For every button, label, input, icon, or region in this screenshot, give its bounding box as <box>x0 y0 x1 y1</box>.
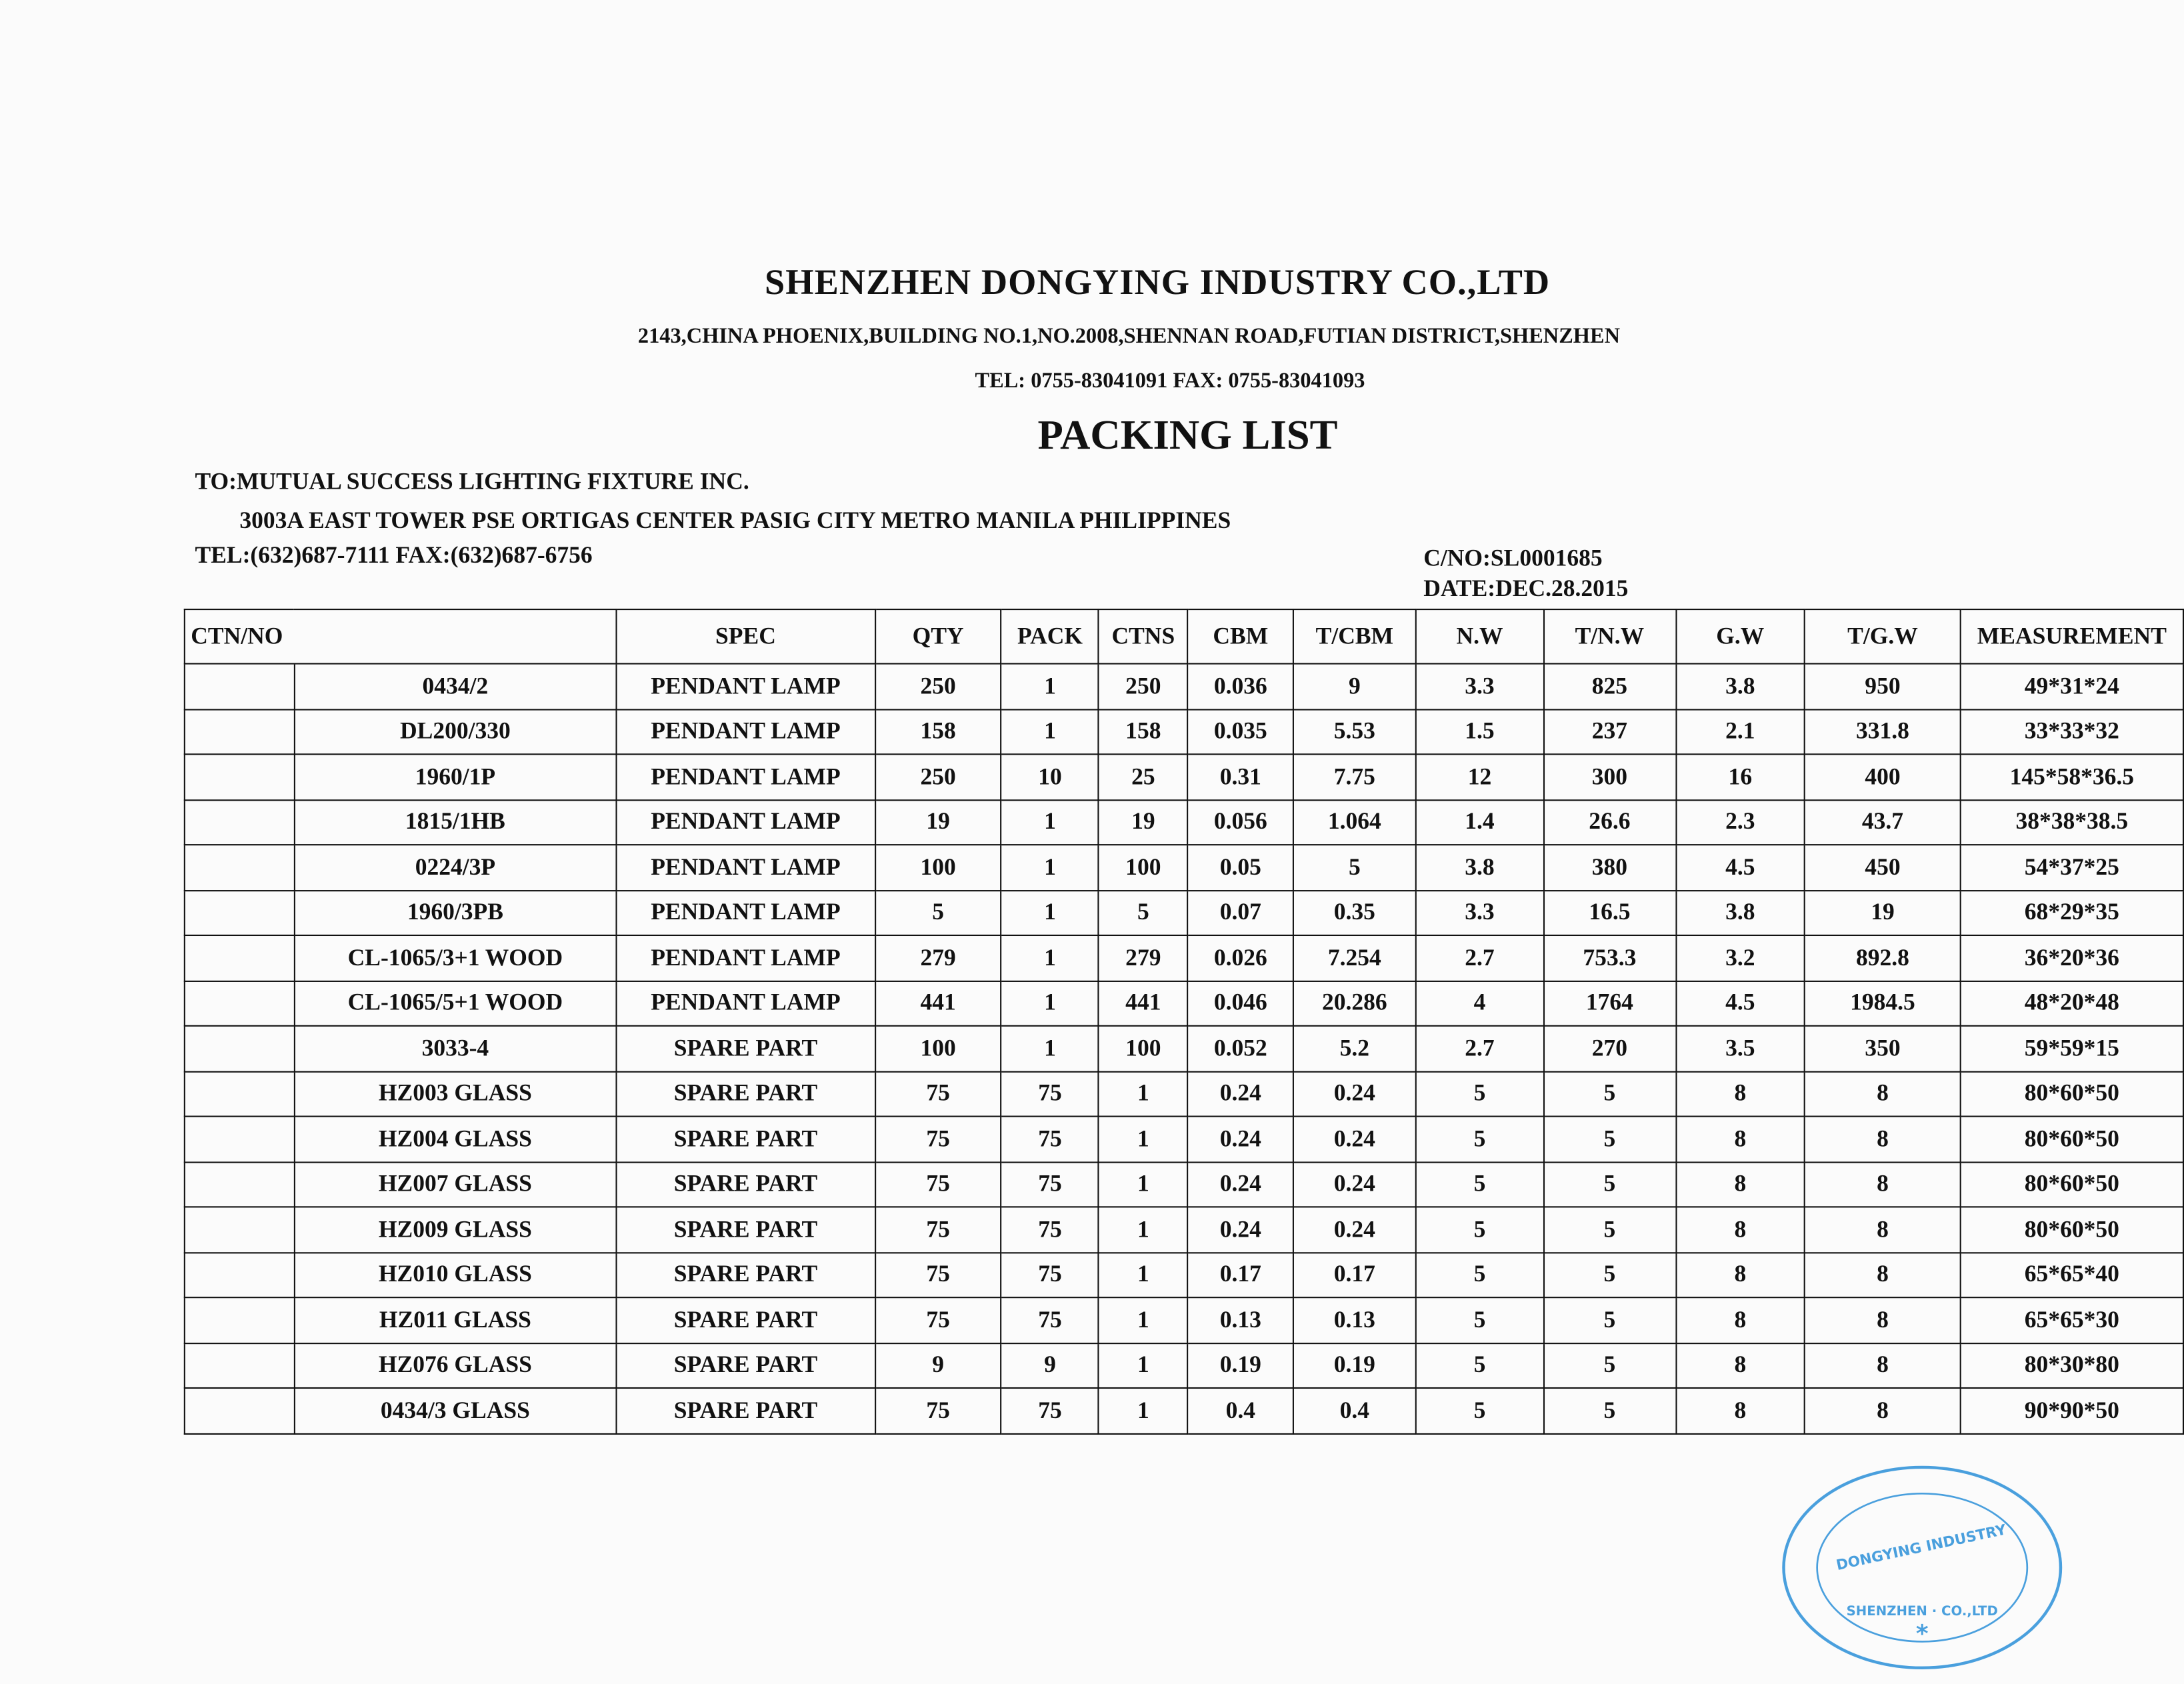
table-cell: PENDANT LAMP <box>617 845 875 890</box>
table-cell: SPARE PART <box>617 1252 875 1297</box>
table-cell: 1984.5 <box>1805 981 1960 1026</box>
table-cell: PENDANT LAMP <box>617 799 875 845</box>
table-cell: 3.5 <box>1675 1026 1805 1071</box>
table-cell: HZ004 GLASS <box>294 1117 616 1162</box>
table-cell: 0434/3 GLASS <box>294 1388 616 1433</box>
table-cell: HZ007 GLASS <box>294 1161 616 1207</box>
table-cell: 331.8 <box>1805 709 1960 754</box>
table-cell: 68*29*35 <box>1961 890 2183 935</box>
table-cell: 5 <box>1543 1388 1675 1433</box>
table-cell: 49*31*24 <box>1961 664 2183 709</box>
table-cell: CL-1065/5+1 WOOD <box>294 981 616 1026</box>
table-cell: 75 <box>875 1071 1001 1117</box>
table-cell: 0.19 <box>1293 1343 1416 1388</box>
table-cell: 1 <box>1001 935 1099 981</box>
table-cell: 950 <box>1805 664 1960 709</box>
table-cell: 19 <box>1805 890 1960 935</box>
table-cell: 2.1 <box>1675 709 1805 754</box>
table-row <box>185 754 2183 799</box>
table-cell: 7.75 <box>1293 754 1416 799</box>
column-header: PACK <box>1001 609 1099 663</box>
table-cell: 0.24 <box>1188 1207 1293 1252</box>
table-cell: 300 <box>1543 754 1675 799</box>
table-row <box>185 1026 2183 1071</box>
table-cell: 1815/1HB <box>294 799 616 845</box>
table-cell: 1764 <box>1543 981 1675 1026</box>
table-cell: 0.24 <box>1293 1161 1416 1207</box>
table-cell: 237 <box>1543 709 1675 754</box>
table-cell: 0.035 <box>1188 709 1293 754</box>
table-cell: 1960/3PB <box>294 890 616 935</box>
column-header: MEASUREMENT <box>1961 609 2183 663</box>
table-cell: 2.7 <box>1416 1026 1544 1071</box>
table-cell: HZ009 GLASS <box>294 1207 616 1252</box>
table-cell: 1.064 <box>1293 799 1416 845</box>
table-cell: HZ003 GLASS <box>294 1071 616 1117</box>
table-cell: 8 <box>1675 1252 1805 1297</box>
table-cell: 0.046 <box>1188 981 1293 1026</box>
table-cell: 5 <box>1416 1071 1544 1117</box>
ctn-number-cell <box>185 1297 294 1343</box>
table-cell: 5 <box>1543 1071 1675 1117</box>
table-header <box>185 609 2183 663</box>
table-cell: 100 <box>875 1026 1001 1071</box>
table-row <box>185 1071 2183 1117</box>
table-cell: 75 <box>1001 1388 1099 1433</box>
table-cell: 43.7 <box>1805 799 1960 845</box>
table-cell: 0.056 <box>1188 799 1293 845</box>
table-cell: 0.19 <box>1188 1343 1293 1388</box>
table-cell: 0.05 <box>1188 845 1293 890</box>
table-cell: 33*33*32 <box>1961 709 2183 754</box>
table-row <box>185 845 2183 890</box>
table-cell: 5 <box>1543 1297 1675 1343</box>
table-cell: 25 <box>1099 754 1188 799</box>
ctn-number-cell <box>185 1161 294 1207</box>
table-cell: 100 <box>1099 845 1188 890</box>
table-cell: 20.286 <box>1293 981 1416 1026</box>
ctn-number-cell <box>185 935 294 981</box>
table-cell: 0.4 <box>1188 1388 1293 1433</box>
table-cell: 1 <box>1099 1297 1188 1343</box>
table-cell: 9 <box>875 1343 1001 1388</box>
table-cell: 825 <box>1543 664 1675 709</box>
table-cell: 158 <box>875 709 1001 754</box>
table-row <box>185 1252 2183 1297</box>
table-cell: 75 <box>1001 1117 1099 1162</box>
table-cell: SPARE PART <box>617 1297 875 1343</box>
table-cell: 0.24 <box>1293 1071 1416 1117</box>
ctn-number-cell <box>185 1207 294 1252</box>
svg-text:DONGYING INDUSTRY: DONGYING INDUSTRY <box>1835 1521 2008 1574</box>
table-row <box>185 1343 2183 1388</box>
table-cell: 5 <box>1543 1343 1675 1388</box>
table-cell: 3.3 <box>1416 890 1544 935</box>
table-cell: 5 <box>1416 1252 1544 1297</box>
table-row <box>185 1388 2183 1433</box>
table-cell: 1 <box>1099 1117 1188 1162</box>
container-number: C/NO:SL0001685 <box>1423 544 1603 571</box>
table-row <box>185 664 2183 709</box>
table-cell: 80*60*50 <box>1961 1161 2183 1207</box>
table-cell: 75 <box>875 1207 1001 1252</box>
table-cell: 1 <box>1001 664 1099 709</box>
table-cell: 3.2 <box>1675 935 1805 981</box>
table-cell: 0.026 <box>1188 935 1293 981</box>
company-address: 2143,CHINA PHOENIX,BUILDING NO.1,NO.2008,SHENNAN ROAD,FUTIAN DISTRICT,SHENZHEN <box>637 324 1620 349</box>
table-cell: 0.4 <box>1293 1388 1416 1433</box>
table-cell: 450 <box>1805 845 1960 890</box>
consignee-contact: TEL:(632)687-7111 FAX:(632)687-6756 <box>195 541 593 569</box>
table-cell: HZ010 GLASS <box>294 1252 616 1297</box>
table-cell: 270 <box>1543 1026 1675 1071</box>
table-cell: 0.036 <box>1188 664 1293 709</box>
table-cell: 75 <box>1001 1252 1099 1297</box>
column-header: N.W <box>1416 609 1544 663</box>
table-cell: 5 <box>1416 1343 1544 1388</box>
table-cell: 1.4 <box>1416 799 1544 845</box>
table-cell: PENDANT LAMP <box>617 709 875 754</box>
table-cell: 9 <box>1293 664 1416 709</box>
table-cell: 0224/3P <box>294 845 616 890</box>
ctn-number-cell <box>185 709 294 754</box>
table-cell: 0434/2 <box>294 664 616 709</box>
table-cell: PENDANT LAMP <box>617 935 875 981</box>
table-cell: 8 <box>1675 1207 1805 1252</box>
table-cell: 753.3 <box>1543 935 1675 981</box>
table-row <box>185 1297 2183 1343</box>
column-header: QTY <box>875 609 1001 663</box>
table-cell: SPARE PART <box>617 1026 875 1071</box>
table-cell: 8 <box>1675 1071 1805 1117</box>
table-cell: 8 <box>1805 1071 1960 1117</box>
table-cell: 54*37*25 <box>1961 845 2183 890</box>
table-cell: 5 <box>1416 1388 1544 1433</box>
table-cell: 80*30*80 <box>1961 1343 2183 1388</box>
ctn-number-cell <box>185 1252 294 1297</box>
table-cell: 65*65*30 <box>1961 1297 2183 1343</box>
table-cell: 5 <box>1543 1207 1675 1252</box>
table-cell: 4.5 <box>1675 981 1805 1026</box>
company-name: SHENZHEN DONGYING INDUSTRY CO.,LTD <box>765 261 1551 303</box>
table-cell: 5.53 <box>1293 709 1416 754</box>
table-cell: 75 <box>875 1161 1001 1207</box>
table-cell: SPARE PART <box>617 1161 875 1207</box>
table-cell: 3033-4 <box>294 1026 616 1071</box>
table-cell: SPARE PART <box>617 1071 875 1117</box>
column-header: T/G.W <box>1805 609 1960 663</box>
table-cell: 59*59*15 <box>1961 1026 2183 1071</box>
table-cell: 8 <box>1805 1161 1960 1207</box>
table-cell: 1 <box>1099 1252 1188 1297</box>
ctn-number-cell <box>185 664 294 709</box>
table-cell: 48*20*48 <box>1961 981 2183 1026</box>
table-row <box>185 1161 2183 1207</box>
table-cell: 145*58*36.5 <box>1961 754 2183 799</box>
table-cell: 0.24 <box>1188 1071 1293 1117</box>
table-cell: 75 <box>1001 1161 1099 1207</box>
table-cell: 0.07 <box>1188 890 1293 935</box>
ctn-number-cell <box>185 1071 294 1117</box>
table-row <box>185 1117 2183 1162</box>
table-cell: 75 <box>1001 1207 1099 1252</box>
table-row <box>185 981 2183 1026</box>
table-cell: 100 <box>875 845 1001 890</box>
table-row <box>185 709 2183 754</box>
table-cell: 80*60*50 <box>1961 1071 2183 1117</box>
table-cell: 1 <box>1001 890 1099 935</box>
table-cell: 380 <box>1543 845 1675 890</box>
table-cell: 441 <box>875 981 1001 1026</box>
table-cell: 0.17 <box>1293 1252 1416 1297</box>
table-cell: 1.5 <box>1416 709 1544 754</box>
document-date: DATE:DEC.28.2015 <box>1423 575 1629 602</box>
table-cell: 5 <box>875 890 1001 935</box>
table-cell: 7.254 <box>1293 935 1416 981</box>
table-cell: 8 <box>1805 1117 1960 1162</box>
table-cell: 2.7 <box>1416 935 1544 981</box>
table-cell: 75 <box>875 1297 1001 1343</box>
table-cell: 9 <box>1001 1343 1099 1388</box>
table-cell: 2.3 <box>1675 799 1805 845</box>
packing-table <box>184 609 2184 1434</box>
table-cell: 8 <box>1675 1117 1805 1162</box>
table-cell: 8 <box>1675 1343 1805 1388</box>
table-cell: 0.13 <box>1188 1297 1293 1343</box>
table-cell: 5 <box>1416 1297 1544 1343</box>
svg-text:*: * <box>1915 1620 1929 1648</box>
table-cell: 8 <box>1805 1252 1960 1297</box>
consignee-address: 3003A EAST TOWER PSE ORTIGAS CENTER PASIG CITY METRO MANILA PHILIPPINES <box>239 507 1231 534</box>
table-cell: SPARE PART <box>617 1117 875 1162</box>
table-row <box>185 890 2183 935</box>
document-title: PACKING LIST <box>1037 412 1338 459</box>
table-cell: 5 <box>1416 1161 1544 1207</box>
table-cell: 0.17 <box>1188 1252 1293 1297</box>
table-cell: 3.3 <box>1416 664 1544 709</box>
table-cell: 75 <box>875 1252 1001 1297</box>
table-cell: 5 <box>1543 1252 1675 1297</box>
table-cell: 75 <box>1001 1297 1099 1343</box>
table-cell: 36*20*36 <box>1961 935 2183 981</box>
column-header: T/CBM <box>1293 609 1416 663</box>
ctn-number-cell <box>185 799 294 845</box>
table-cell: PENDANT LAMP <box>617 890 875 935</box>
ctn-number-cell <box>185 1026 294 1071</box>
table-cell: 1 <box>1099 1343 1188 1388</box>
table-cell: PENDANT LAMP <box>617 754 875 799</box>
table-cell: 12 <box>1416 754 1544 799</box>
table-cell: 279 <box>1099 935 1188 981</box>
table-cell: 8 <box>1675 1297 1805 1343</box>
table-cell: 8 <box>1805 1388 1960 1433</box>
table-cell: 0.24 <box>1293 1117 1416 1162</box>
table-cell: 100 <box>1099 1026 1188 1071</box>
table-cell: 1 <box>1001 845 1099 890</box>
table-cell: CL-1065/3+1 WOOD <box>294 935 616 981</box>
ctn-number-cell <box>185 845 294 890</box>
table-cell: 350 <box>1805 1026 1960 1071</box>
consignee-name: TO:MUTUAL SUCCESS LIGHTING FIXTURE INC. <box>195 468 749 495</box>
table-row <box>185 935 2183 981</box>
table-cell: 1 <box>1099 1207 1188 1252</box>
table-cell: PENDANT LAMP <box>617 664 875 709</box>
column-header: T/N.W <box>1543 609 1675 663</box>
table-cell: 250 <box>875 754 1001 799</box>
table-cell: 75 <box>875 1388 1001 1433</box>
table-cell: SPARE PART <box>617 1207 875 1252</box>
table-cell: 5 <box>1099 890 1188 935</box>
table-cell: 19 <box>875 799 1001 845</box>
table-cell: HZ076 GLASS <box>294 1343 616 1388</box>
table-cell: 8 <box>1675 1161 1805 1207</box>
table-cell: 3.8 <box>1675 890 1805 935</box>
column-header: SPEC <box>617 609 875 663</box>
ctn-number-cell <box>185 890 294 935</box>
column-header: G.W <box>1675 609 1805 663</box>
table-cell: 90*90*50 <box>1961 1388 2183 1433</box>
table-cell: 250 <box>1099 664 1188 709</box>
table-cell: 0.13 <box>1293 1297 1416 1343</box>
table-cell: 8 <box>1805 1343 1960 1388</box>
column-header: CTNS <box>1099 609 1188 663</box>
table-cell: 5 <box>1416 1117 1544 1162</box>
table-cell: 1 <box>1001 1026 1099 1071</box>
table-cell: HZ011 GLASS <box>294 1297 616 1343</box>
table-cell: 1 <box>1001 981 1099 1026</box>
table-cell: 75 <box>1001 1071 1099 1117</box>
table-cell: PENDANT LAMP <box>617 981 875 1026</box>
table-row <box>185 1207 2183 1252</box>
table-cell: 0.35 <box>1293 890 1416 935</box>
table-cell: 0.24 <box>1188 1117 1293 1162</box>
table-cell: 1 <box>1099 1071 1188 1117</box>
ctn-number-cell <box>185 1117 294 1162</box>
table-cell: 5 <box>1416 1207 1544 1252</box>
table-cell: 3.8 <box>1416 845 1544 890</box>
table-cell: 16 <box>1675 754 1805 799</box>
table-cell: 80*60*50 <box>1961 1117 2183 1162</box>
table-cell: 26.6 <box>1543 799 1675 845</box>
table-cell: 5.2 <box>1293 1026 1416 1071</box>
company-contact: TEL: 0755-83041091 FAX: 0755-83041093 <box>975 369 1365 393</box>
column-header: CBM <box>1188 609 1293 663</box>
table-cell: 10 <box>1001 754 1099 799</box>
svg-text:SHENZHEN · CO.,LTD: SHENZHEN · CO.,LTD <box>1846 1603 1998 1619</box>
table-cell: 279 <box>875 935 1001 981</box>
table-cell: 0.31 <box>1188 754 1293 799</box>
table-cell: 8 <box>1805 1297 1960 1343</box>
table-cell: 5 <box>1293 845 1416 890</box>
ctn-number-cell <box>185 1388 294 1433</box>
table-cell: 16.5 <box>1543 890 1675 935</box>
table-cell: 8 <box>1675 1388 1805 1433</box>
table-cell: 4 <box>1416 981 1544 1026</box>
table-row <box>185 799 2183 845</box>
table-cell: 19 <box>1099 799 1188 845</box>
table-cell: 250 <box>875 664 1001 709</box>
table-cell: 1960/1P <box>294 754 616 799</box>
table-cell: 1 <box>1099 1388 1188 1433</box>
table-cell: 1 <box>1001 709 1099 754</box>
table-cell: 38*38*38.5 <box>1961 799 2183 845</box>
table-cell: 400 <box>1805 754 1960 799</box>
table-cell: 5 <box>1543 1161 1675 1207</box>
table-cell: 158 <box>1099 709 1188 754</box>
table-cell: 80*60*50 <box>1961 1207 2183 1252</box>
table-cell: SPARE PART <box>617 1343 875 1388</box>
column-header: CTN/NO <box>185 609 617 663</box>
ctn-number-cell <box>185 754 294 799</box>
table-cell: 1 <box>1001 799 1099 845</box>
table-cell: DL200/330 <box>294 709 616 754</box>
table-cell: SPARE PART <box>617 1388 875 1433</box>
table-cell: 75 <box>875 1117 1001 1162</box>
table-cell: 0.24 <box>1188 1161 1293 1207</box>
table-cell: 441 <box>1099 981 1188 1026</box>
table-cell: 4.5 <box>1675 845 1805 890</box>
table-cell: 0.052 <box>1188 1026 1293 1071</box>
table-cell: 65*65*40 <box>1961 1252 2183 1297</box>
ctn-number-cell <box>185 981 294 1026</box>
table-cell: 3.8 <box>1675 664 1805 709</box>
table-cell: 8 <box>1805 1207 1960 1252</box>
table-cell: 0.24 <box>1293 1207 1416 1252</box>
ctn-number-cell <box>185 1343 294 1388</box>
table-cell: 892.8 <box>1805 935 1960 981</box>
table-cell: 5 <box>1543 1117 1675 1162</box>
table-cell: 1 <box>1099 1161 1188 1207</box>
company-stamp <box>1776 1463 2069 1671</box>
